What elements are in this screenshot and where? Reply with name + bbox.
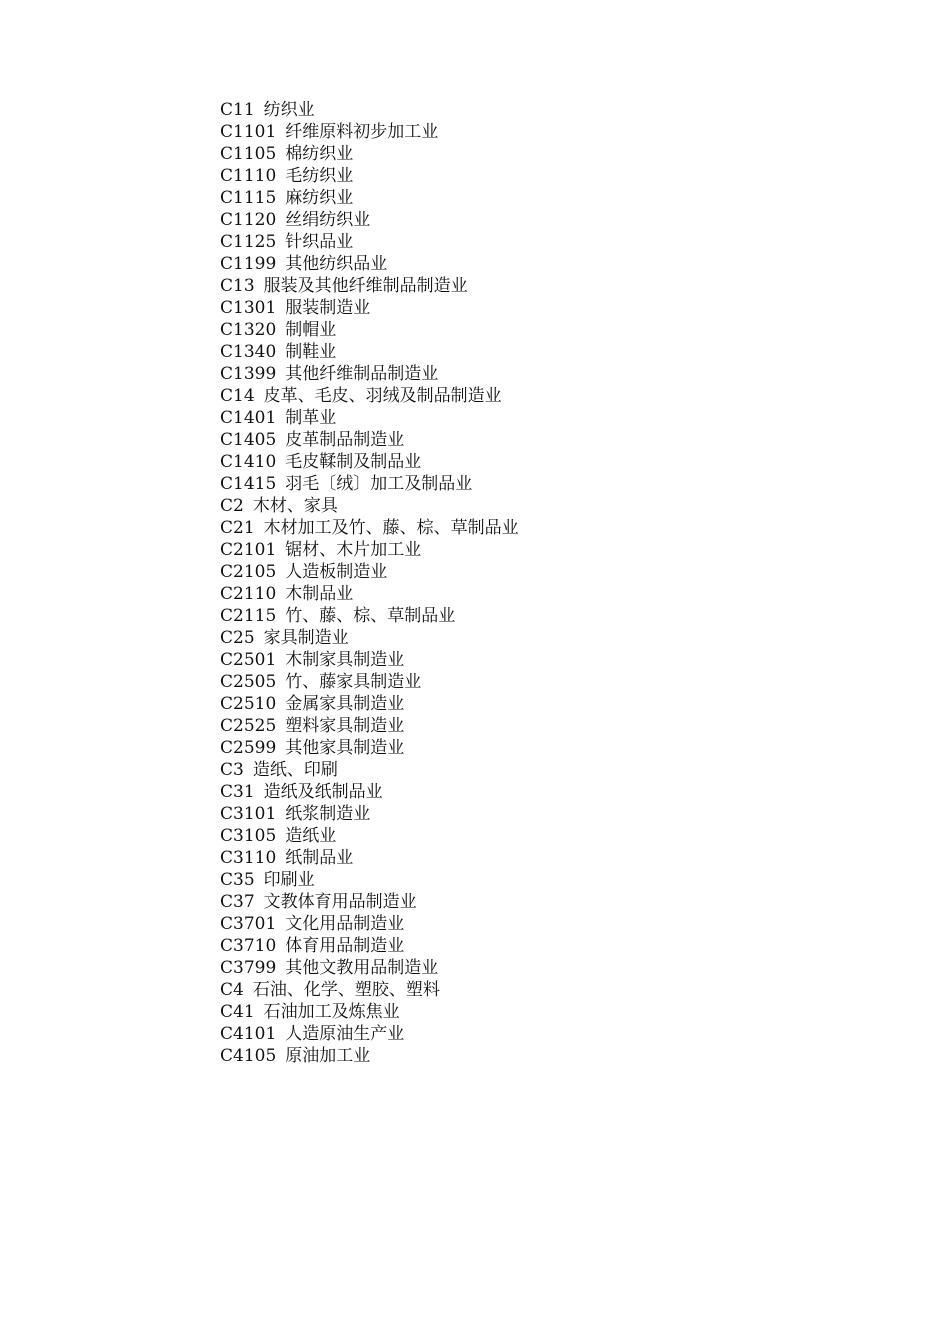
industry-name: 竹、藤、棕、草制品业 bbox=[285, 606, 456, 626]
industry-code-entry bbox=[220, 539, 519, 561]
industry-code: C11 bbox=[220, 100, 255, 120]
industry-code: C21 bbox=[220, 518, 255, 538]
industry-code: C1401 bbox=[220, 408, 277, 428]
industry-code: C1301 bbox=[220, 298, 277, 318]
industry-code: C2 bbox=[220, 496, 244, 516]
industry-name: 棉纺织业 bbox=[285, 144, 354, 164]
industry-code: C4 bbox=[220, 980, 244, 1000]
industry-code-entry bbox=[220, 583, 519, 605]
industry-name: 纺织业 bbox=[263, 100, 315, 120]
industry-code-entry bbox=[220, 979, 519, 1001]
industry-code-entry bbox=[220, 935, 519, 957]
industry-name: 皮革制品制造业 bbox=[285, 430, 405, 450]
industry-code-entry bbox=[220, 451, 519, 473]
industry-name: 造纸业 bbox=[285, 826, 337, 846]
industry-code-list bbox=[220, 99, 519, 1067]
industry-name: 其他文教用品制造业 bbox=[285, 958, 439, 978]
industry-name: 人造原油生产业 bbox=[285, 1024, 405, 1044]
industry-code: C3710 bbox=[220, 936, 277, 956]
industry-code: C2110 bbox=[220, 584, 277, 604]
industry-name: 其他纤维制品制造业 bbox=[285, 364, 439, 384]
industry-name: 纸制品业 bbox=[285, 848, 354, 868]
industry-code: C2510 bbox=[220, 694, 277, 714]
industry-code-entry bbox=[220, 473, 519, 495]
industry-name: 竹、藤家具制造业 bbox=[285, 672, 422, 692]
industry-code-entry bbox=[220, 517, 519, 539]
industry-code-entry bbox=[220, 605, 519, 627]
industry-code-entry bbox=[220, 209, 519, 231]
industry-code: C1320 bbox=[220, 320, 277, 340]
industry-code-entry bbox=[220, 891, 519, 913]
industry-code-entry bbox=[220, 781, 519, 803]
industry-code: C1410 bbox=[220, 452, 277, 472]
industry-code: C1105 bbox=[220, 144, 277, 164]
industry-name: 毛皮鞣制及制品业 bbox=[285, 452, 422, 472]
industry-code-entry bbox=[220, 253, 519, 275]
industry-code: C2101 bbox=[220, 540, 277, 560]
industry-name: 家具制造业 bbox=[263, 628, 349, 648]
industry-name: 造纸、印刷 bbox=[252, 760, 338, 780]
industry-name: 制帽业 bbox=[285, 320, 337, 340]
industry-code: C3105 bbox=[220, 826, 277, 846]
industry-code: C1199 bbox=[220, 254, 277, 274]
industry-name: 纤维原料初步加工业 bbox=[285, 122, 439, 142]
industry-code: C1120 bbox=[220, 210, 277, 230]
industry-code-entry bbox=[220, 99, 519, 121]
industry-name: 丝绢纺织业 bbox=[285, 210, 371, 230]
industry-code: C31 bbox=[220, 782, 255, 802]
industry-code-entry bbox=[220, 275, 519, 297]
industry-name: 原油加工业 bbox=[285, 1046, 371, 1066]
industry-name: 羽毛〔绒〕加工及制品业 bbox=[285, 474, 473, 494]
industry-name: 服装及其他纤维制品制造业 bbox=[263, 276, 468, 296]
industry-code: C41 bbox=[220, 1002, 255, 1022]
industry-code: C1340 bbox=[220, 342, 277, 362]
industry-code-entry bbox=[220, 341, 519, 363]
industry-name: 文化用品制造业 bbox=[285, 914, 405, 934]
industry-code: C1101 bbox=[220, 122, 277, 142]
industry-name: 塑料家具制造业 bbox=[285, 716, 405, 736]
industry-code: C3799 bbox=[220, 958, 277, 978]
industry-code: C4101 bbox=[220, 1024, 277, 1044]
industry-name: 制鞋业 bbox=[285, 342, 337, 362]
industry-name: 造纸及纸制品业 bbox=[263, 782, 383, 802]
industry-name: 体育用品制造业 bbox=[285, 936, 405, 956]
industry-name: 服装制造业 bbox=[285, 298, 371, 318]
industry-code-entry bbox=[220, 1045, 519, 1067]
industry-code-entry bbox=[220, 627, 519, 649]
industry-code-entry bbox=[220, 1023, 519, 1045]
industry-name: 印刷业 bbox=[263, 870, 315, 890]
industry-code-entry bbox=[220, 671, 519, 693]
industry-code-entry bbox=[220, 363, 519, 385]
industry-name: 木材加工及竹、藤、棕、草制品业 bbox=[263, 518, 519, 538]
industry-name: 文教体育用品制造业 bbox=[263, 892, 417, 912]
industry-code: C3 bbox=[220, 760, 244, 780]
industry-name: 其他家具制造业 bbox=[285, 738, 405, 758]
industry-name: 金属家具制造业 bbox=[285, 694, 405, 714]
industry-code-entry bbox=[220, 407, 519, 429]
industry-code: C3701 bbox=[220, 914, 277, 934]
industry-name: 皮革、毛皮、羽绒及制品制造业 bbox=[263, 386, 502, 406]
industry-code-entry bbox=[220, 231, 519, 253]
industry-code: C2525 bbox=[220, 716, 277, 736]
industry-code-entry bbox=[220, 561, 519, 583]
industry-code: C14 bbox=[220, 386, 255, 406]
industry-code-entry bbox=[220, 737, 519, 759]
industry-name: 木材、家具 bbox=[252, 496, 338, 516]
industry-code: C1415 bbox=[220, 474, 277, 494]
industry-code: C13 bbox=[220, 276, 255, 296]
industry-code-entry bbox=[220, 913, 519, 935]
industry-code-entry bbox=[220, 165, 519, 187]
industry-code-entry bbox=[220, 385, 519, 407]
industry-code: C37 bbox=[220, 892, 255, 912]
industry-name: 石油、化学、塑胶、塑料 bbox=[252, 980, 440, 1000]
industry-name: 人造板制造业 bbox=[285, 562, 388, 582]
industry-code-entry bbox=[220, 825, 519, 847]
industry-code: C35 bbox=[220, 870, 255, 890]
industry-code: C2505 bbox=[220, 672, 277, 692]
industry-code: C1110 bbox=[220, 166, 277, 186]
industry-code-entry bbox=[220, 121, 519, 143]
industry-code-entry bbox=[220, 693, 519, 715]
industry-code-entry bbox=[220, 869, 519, 891]
industry-name: 纸浆制造业 bbox=[285, 804, 371, 824]
industry-name: 其他纺织品业 bbox=[285, 254, 388, 274]
industry-code: C1115 bbox=[220, 188, 277, 208]
industry-name: 木制家具制造业 bbox=[285, 650, 405, 670]
industry-code-entry bbox=[220, 847, 519, 869]
industry-code: C3101 bbox=[220, 804, 277, 824]
industry-code: C1399 bbox=[220, 364, 277, 384]
industry-code-entry bbox=[220, 187, 519, 209]
industry-code: C4105 bbox=[220, 1046, 277, 1066]
industry-name: 制革业 bbox=[285, 408, 337, 428]
industry-name: 麻纺织业 bbox=[285, 188, 354, 208]
industry-name: 石油加工及炼焦业 bbox=[263, 1002, 400, 1022]
industry-code: C2501 bbox=[220, 650, 277, 670]
industry-code-entry bbox=[220, 319, 519, 341]
industry-code: C3110 bbox=[220, 848, 277, 868]
industry-code-entry bbox=[220, 803, 519, 825]
industry-code: C2599 bbox=[220, 738, 277, 758]
industry-code: C25 bbox=[220, 628, 255, 648]
industry-code-entry bbox=[220, 649, 519, 671]
industry-code: C2105 bbox=[220, 562, 277, 582]
industry-code-entry bbox=[220, 715, 519, 737]
industry-name: 毛纺织业 bbox=[285, 166, 354, 186]
industry-code: C1405 bbox=[220, 430, 277, 450]
industry-code-entry bbox=[220, 143, 519, 165]
industry-name: 针织品业 bbox=[285, 232, 354, 252]
industry-code-entry bbox=[220, 495, 519, 517]
industry-name: 木制品业 bbox=[285, 584, 354, 604]
industry-code: C1125 bbox=[220, 232, 277, 252]
industry-code-entry bbox=[220, 429, 519, 451]
industry-code-entry bbox=[220, 759, 519, 781]
industry-code-entry bbox=[220, 957, 519, 979]
industry-code-entry bbox=[220, 1001, 519, 1023]
industry-code: C2115 bbox=[220, 606, 277, 626]
industry-code-entry bbox=[220, 297, 519, 319]
industry-name: 锯材、木片加工业 bbox=[285, 540, 422, 560]
